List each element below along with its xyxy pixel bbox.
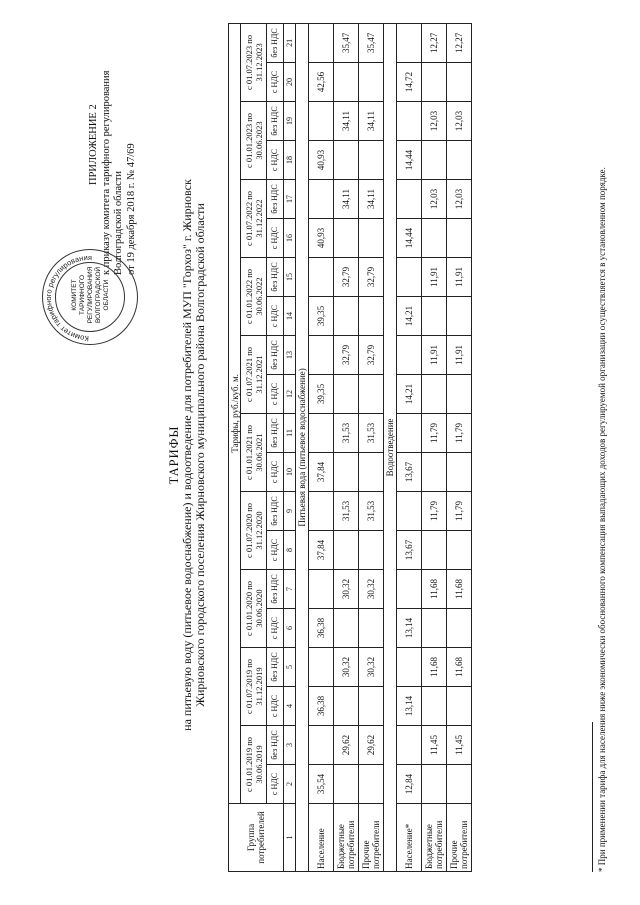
tariff-cell: 34,11: [334, 180, 359, 219]
group-header: Группа потребителей: [229, 804, 284, 872]
tariff-cell: [447, 297, 472, 336]
column-number: 8: [284, 531, 296, 570]
tariff-cell: 11,68: [447, 648, 472, 687]
tariff-cell: 12,03: [422, 102, 447, 141]
tariff-cell: 12,27: [422, 23, 447, 62]
tariff-cell: 35,47: [334, 23, 359, 62]
column-number: 7: [284, 570, 296, 609]
tariff-cell: [359, 687, 384, 726]
tariff-cell: 35,47: [359, 23, 384, 62]
tariff-cell: [447, 141, 472, 180]
with-vat-label: с НДС: [267, 687, 284, 726]
tariff-cell: 40,93: [309, 141, 334, 180]
tariff-cell: 31,53: [359, 414, 384, 453]
appendix-line-3: от 19 декабря 2018 г. № 47/69: [125, 143, 137, 275]
tariff-cell: 32,79: [359, 258, 384, 297]
official-seal: [42, 249, 138, 345]
tariff-cell: [397, 102, 422, 141]
consumer-group: Прочие потребители: [447, 804, 472, 872]
period-header: с 01.07.2022 по 31.12.2022: [241, 180, 267, 258]
tariff-cell: [397, 180, 422, 219]
document-title: [168, 65, 207, 845]
with-vat-label: с НДС: [267, 63, 284, 102]
tariff-cell: 36,38: [309, 687, 334, 726]
tariff-cell: [447, 453, 472, 492]
tariff-cell: 11,79: [422, 492, 447, 531]
tariff-cell: [447, 609, 472, 648]
period-header: с 01.01.2021 по 30.06.2021: [241, 414, 267, 492]
tariff-cell: 39,35: [309, 297, 334, 336]
tariff-cell: [334, 687, 359, 726]
tariff-cell: 11,68: [422, 570, 447, 609]
tariff-cell: [309, 726, 334, 765]
tariff-cell: [422, 765, 447, 804]
tariff-cell: 13,67: [397, 531, 422, 570]
table-row: [422, 23, 447, 871]
period-header: с 01.07.2023 по 31.12.2023: [241, 23, 267, 101]
column-number: 12: [284, 375, 296, 414]
tariff-cell: 14,44: [397, 141, 422, 180]
tariff-cell: 11,91: [447, 258, 472, 297]
tariff-cell: 30,32: [334, 648, 359, 687]
tariff-cell: [422, 63, 447, 102]
without-vat-label: без НДС: [267, 23, 284, 62]
with-vat-label: с НДС: [267, 141, 284, 180]
tariff-cell: [422, 375, 447, 414]
tariff-cell: 31,53: [359, 492, 384, 531]
tariff-cell: [359, 765, 384, 804]
appendix-heading: ПРИЛОЖЕНИЕ 2: [88, 104, 99, 185]
tariff-cell: [334, 219, 359, 258]
tariff-cell: 11,91: [422, 336, 447, 375]
title-line-2: на питьевую воду (питьевое водоснабжение) и водоотведение для потребителей МУП "Горхоз" г. Жирновск: [180, 179, 194, 731]
tariff-cell: 37,84: [309, 453, 334, 492]
period-header: с 01.01.2022 по 30.06.2022: [241, 258, 267, 336]
consumer-group: Население*: [397, 804, 422, 872]
tariff-cell: 42,56: [309, 63, 334, 102]
period-header: с 01.01.2023 по 30.06.2023: [241, 102, 267, 180]
tariff-table: [228, 23, 472, 872]
tariff-cell: [397, 336, 422, 375]
tariff-cell: 30,32: [359, 570, 384, 609]
tariff-cell: 35,54: [309, 765, 334, 804]
footnote: * При применении тарифа для населения ниже экономически обоснованного компенсация выпадающих доходов регулируемой организации осуществляется в установленном порядке.: [597, 167, 607, 872]
tariff-cell: 37,84: [309, 531, 334, 570]
tariff-cell: [422, 453, 447, 492]
period-header: с 01.07.2020 по 31.12.2020: [241, 492, 267, 570]
tariff-cell: [334, 531, 359, 570]
tariff-cell: 11,68: [447, 570, 472, 609]
tariff-cell: [334, 609, 359, 648]
column-number: 17: [284, 180, 296, 219]
tariff-cell: 13,67: [397, 453, 422, 492]
tariff-cell: [309, 23, 334, 62]
with-vat-label: с НДС: [267, 375, 284, 414]
tariff-cell: [397, 258, 422, 297]
column-number: 5: [284, 648, 296, 687]
without-vat-label: без НДС: [267, 492, 284, 531]
tariff-cell: [359, 141, 384, 180]
column-number: 19: [284, 102, 296, 141]
appendix-line-1: к приказу комитета тарифного регулирования: [100, 70, 112, 275]
tariff-cell: 31,53: [334, 414, 359, 453]
tariff-cell: [309, 648, 334, 687]
without-vat-label: без НДС: [267, 570, 284, 609]
column-number: 15: [284, 258, 296, 297]
column-number: 9: [284, 492, 296, 531]
without-vat-label: без НДС: [267, 102, 284, 141]
tariff-cell: [359, 453, 384, 492]
section-row: [384, 23, 397, 871]
without-vat-label: без НДС: [267, 414, 284, 453]
tariff-cell: [309, 258, 334, 297]
tariff-cell: 30,32: [334, 570, 359, 609]
column-number: 1: [284, 804, 296, 872]
title-line-1: ТАРИФЫ: [167, 425, 181, 485]
tariff-cell: [359, 63, 384, 102]
tariff-cell: 34,11: [359, 102, 384, 141]
tariff-cell: [359, 375, 384, 414]
seal-ring-text: Комитет тарифного регулирования: [44, 252, 93, 343]
consumer-group: Население: [309, 804, 334, 872]
tariff-cell: [309, 102, 334, 141]
tariff-cell: 31,53: [334, 492, 359, 531]
tariff-cell: [397, 570, 422, 609]
tariff-cell: [334, 63, 359, 102]
table-row: [334, 23, 359, 871]
column-number: 11: [284, 414, 296, 453]
tariff-cell: 12,27: [447, 23, 472, 62]
tariff-cell: 40,93: [309, 219, 334, 258]
tariff-cell: 11,91: [422, 258, 447, 297]
tariff-cell: 32,79: [334, 258, 359, 297]
tariff-cell: 14,44: [397, 219, 422, 258]
tariff-cell: 34,11: [334, 102, 359, 141]
tariff-cell: 14,21: [397, 375, 422, 414]
tariff-cell: [397, 726, 422, 765]
without-vat-label: без НДС: [267, 648, 284, 687]
tariff-cell: 12,03: [422, 180, 447, 219]
tariff-cell: 34,11: [359, 180, 384, 219]
seal-inner-text: КОМИТЕТ ТАРИФНОГО РЕГУЛИРОВАНИЯ ВОЛГОГРАДСКОЙ ОБЛАСТИ: [71, 266, 110, 324]
tariff-cell: [359, 609, 384, 648]
column-number: 18: [284, 141, 296, 180]
tariff-cell: 12,03: [447, 102, 472, 141]
tariffs-header: Тарифы, руб./куб. м.: [229, 23, 241, 803]
column-number: 20: [284, 63, 296, 102]
tariff-cell: 29,62: [359, 726, 384, 765]
tariff-cell: 29,62: [334, 726, 359, 765]
tariff-cell: [359, 297, 384, 336]
period-header: с 01.01.2020 по 30.06.2020: [241, 570, 267, 648]
period-header: с 01.07.2019 по 31.12.2019: [241, 648, 267, 726]
footnote-divider: [592, 722, 593, 872]
tariff-cell: 36,38: [309, 609, 334, 648]
column-number: 3: [284, 726, 296, 765]
tariff-cell: [422, 609, 447, 648]
tariff-cell: [397, 414, 422, 453]
without-vat-label: без НДС: [267, 180, 284, 219]
column-number: 14: [284, 297, 296, 336]
tariff-cell: 13,14: [397, 609, 422, 648]
without-vat-label: без НДС: [267, 258, 284, 297]
column-number: 10: [284, 453, 296, 492]
tariff-cell: [334, 375, 359, 414]
tariff-cell: 12,03: [447, 180, 472, 219]
period-header: с 01.07.2021 по 31.12.2021: [241, 336, 267, 414]
tariff-cell: [309, 180, 334, 219]
with-vat-label: с НДС: [267, 609, 284, 648]
column-number: 16: [284, 219, 296, 258]
tariff-cell: [397, 648, 422, 687]
without-vat-label: без НДС: [267, 336, 284, 375]
tariff-cell: 14,72: [397, 63, 422, 102]
tariff-cell: [359, 219, 384, 258]
with-vat-label: с НДС: [267, 765, 284, 804]
tariff-cell: [309, 336, 334, 375]
tariff-cell: [447, 375, 472, 414]
table-row: [309, 23, 334, 871]
tariff-cell: 30,32: [359, 648, 384, 687]
tariff-cell: 11,45: [422, 726, 447, 765]
tariff-cell: [397, 23, 422, 62]
header-row-periods: [241, 23, 267, 871]
table-row: [447, 23, 472, 871]
tariff-cell: [422, 219, 447, 258]
with-vat-label: с НДС: [267, 453, 284, 492]
consumer-group: Прочие потребители: [359, 804, 384, 872]
tariff-cell: [334, 453, 359, 492]
appendix-line-2: Волгоградской области: [113, 170, 124, 275]
with-vat-label: с НДС: [267, 531, 284, 570]
tariff-cell: [422, 531, 447, 570]
tariff-cell: 14,21: [397, 297, 422, 336]
consumer-group: Бюджетные потребители: [334, 804, 359, 872]
column-number: 4: [284, 687, 296, 726]
tariff-cell: [397, 492, 422, 531]
table-row: [359, 23, 384, 871]
column-number: 2: [284, 765, 296, 804]
tariff-cell: 39,35: [309, 375, 334, 414]
column-number: 13: [284, 336, 296, 375]
tariff-cell: [447, 765, 472, 804]
column-numbers-row: [284, 23, 296, 871]
tariff-cell: 32,79: [334, 336, 359, 375]
tariff-cell: 11,45: [447, 726, 472, 765]
column-number: 21: [284, 23, 296, 62]
section-title: Питьевая вода (питьевое водоснабжение): [296, 23, 309, 871]
with-vat-label: с НДС: [267, 297, 284, 336]
title-line-3: Жирновского городского поселения Жирновского муниципального района Волгоградской области: [193, 203, 207, 707]
tariff-cell: [334, 141, 359, 180]
tariff-cell: [447, 687, 472, 726]
tariff-cell: [447, 63, 472, 102]
tariff-cell: 13,14: [397, 687, 422, 726]
tariff-cell: [309, 492, 334, 531]
tariff-cell: 12,84: [397, 765, 422, 804]
tariff-cell: [359, 531, 384, 570]
period-header: с 01.01.2019 по 30.06.2019: [241, 726, 267, 804]
consumer-group: Бюджетные потребители: [422, 804, 447, 872]
tariff-cell: [422, 297, 447, 336]
section-row: [296, 23, 309, 871]
tariff-cell: 11,68: [422, 648, 447, 687]
tariff-cell: [422, 687, 447, 726]
without-vat-label: без НДС: [267, 726, 284, 765]
tariff-cell: 11,91: [447, 336, 472, 375]
tariff-cell: [422, 141, 447, 180]
tariff-cell: 32,79: [359, 336, 384, 375]
tariff-cell: [447, 531, 472, 570]
header-row-1: [229, 23, 241, 871]
tariff-cell: 11,79: [447, 492, 472, 531]
appendix-block: [88, 25, 138, 275]
tariff-cell: [309, 570, 334, 609]
tariff-cell: [309, 414, 334, 453]
tariff-cell: [447, 219, 472, 258]
tariff-cell: 11,79: [422, 414, 447, 453]
with-vat-label: с НДС: [267, 219, 284, 258]
header-row-vat: [267, 23, 284, 871]
column-number: 6: [284, 609, 296, 648]
table-row: [397, 23, 422, 871]
section-title: Водоотведение: [384, 23, 397, 871]
tariff-cell: [334, 297, 359, 336]
tariff-cell: 11,79: [447, 414, 472, 453]
tariff-cell: [334, 765, 359, 804]
